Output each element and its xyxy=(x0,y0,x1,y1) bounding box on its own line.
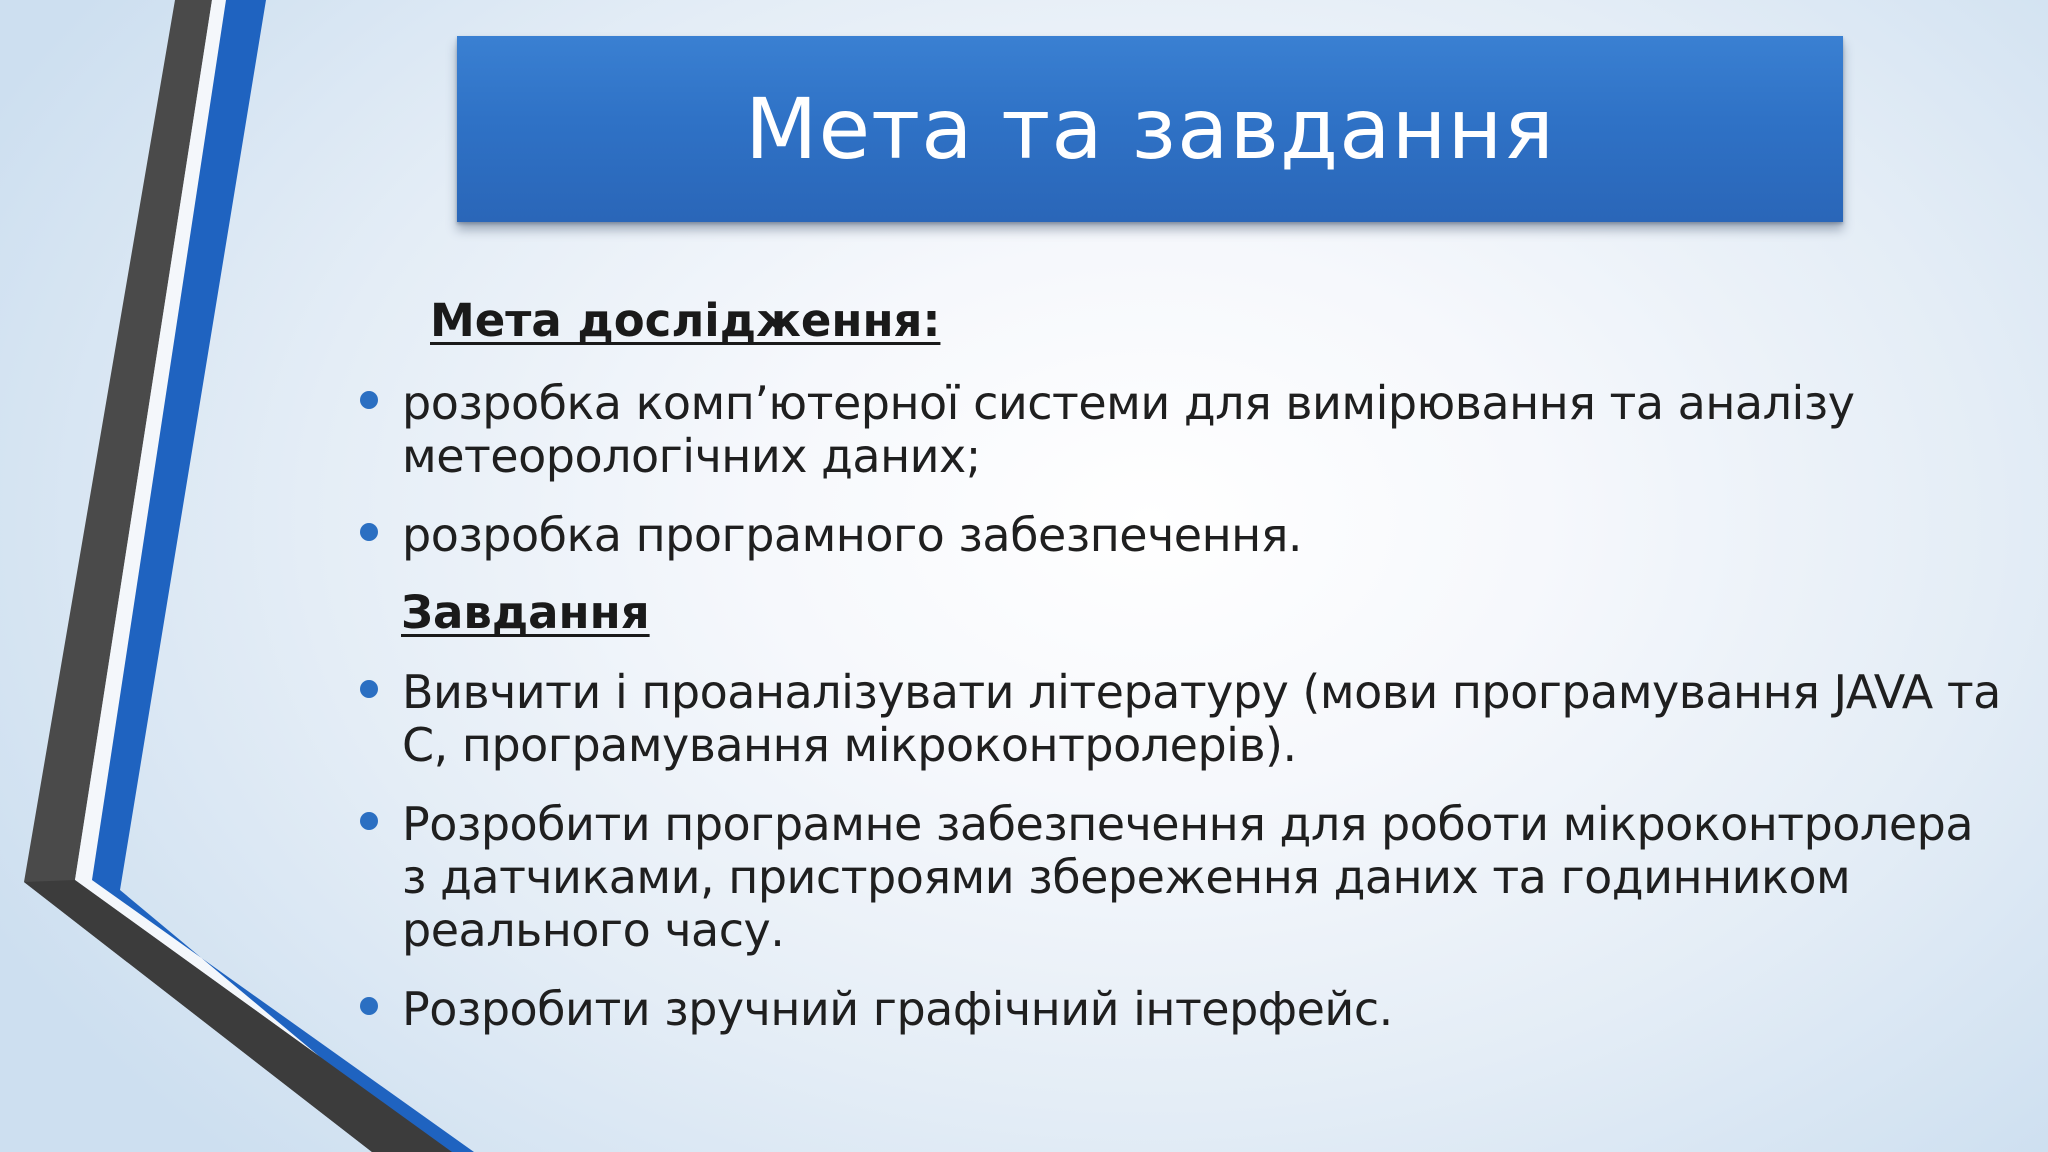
tasks-heading: Завдання xyxy=(401,586,650,639)
bullet-dot-icon xyxy=(360,680,378,698)
goal-item-2-line-1: розробка програмного забезпечення. xyxy=(402,508,1303,562)
task-item-2-line-3: реального часу. xyxy=(402,903,785,957)
task-item-1-line-2: С, програмування мікроконтролерів). xyxy=(402,718,1297,772)
goal-item-1-line-1: розробка комп’ютерної системи для вимірювання та аналізу xyxy=(402,376,1855,430)
task-item-2-line-1: Розробити програмне забезпечення для роботи мікроконтролера xyxy=(402,797,1974,851)
goal-heading: Мета дослідження: xyxy=(430,294,941,347)
task-item-3-line-1: Розробити зручний графічний інтерфейс. xyxy=(402,982,1393,1036)
bullet-dot-icon xyxy=(360,812,378,830)
task-item-2-line-2: з датчиками, пристроями збереження даних та годинником xyxy=(402,850,1851,904)
bullet-dot-icon xyxy=(360,523,378,541)
goal-item-1-line-2: метеорологічних даних; xyxy=(402,429,981,483)
bullet-dot-icon xyxy=(360,997,378,1015)
task-item-1-line-1: Вивчити і проаналізувати літературу (мови програмування JAVA та xyxy=(402,665,2001,719)
bullet-dot-icon xyxy=(360,391,378,409)
slide-title: Мета та завдання xyxy=(745,80,1555,178)
